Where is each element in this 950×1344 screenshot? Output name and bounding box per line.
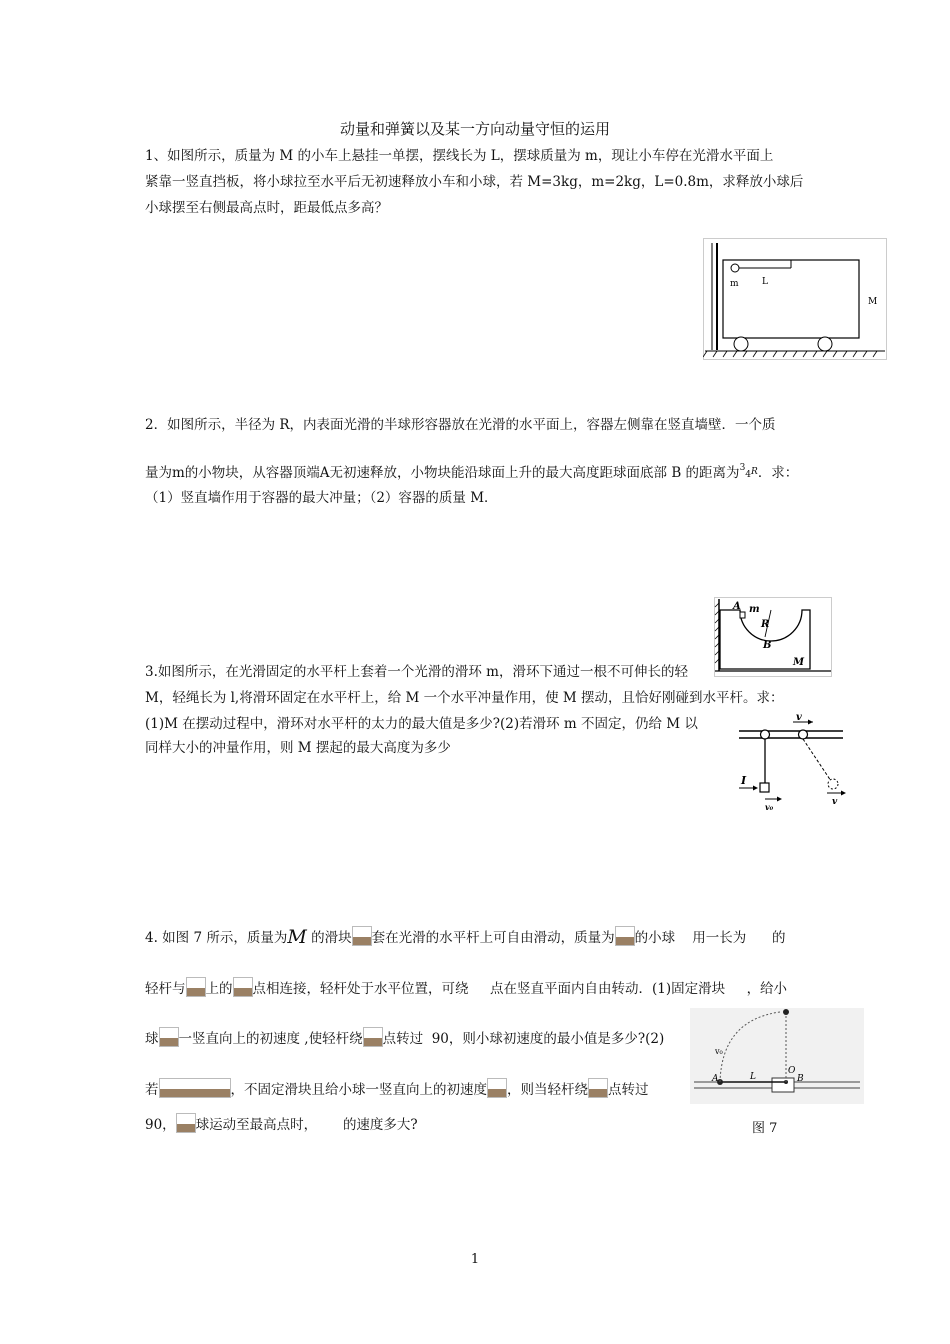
q4-l2d: 点在竖直平面内自由转动．(1)固定滑块 — [489, 981, 726, 997]
q4-l2b: 上的 — [205, 981, 233, 997]
q1-line2: 紧靠一竖直挡板，将小球拉至水平后无初速释放小车和小球，若 M=3kg，m=2kg，L=0.8m，求释放小球后 — [145, 174, 804, 190]
q4-l4a: 若 — [145, 1082, 159, 1098]
q4-l3b: 一竖直向上的初速度 ,使轻杆绕 — [178, 1031, 363, 1047]
q4-l3c: 点转过 — [382, 1031, 424, 1047]
q2-line3: （1）竖直墙作用于容器的最大冲量；（2）容器的质量 M． — [145, 490, 498, 506]
q4-line3 — [145, 1027, 664, 1049]
q4-l1b: 的滑块 — [311, 930, 352, 946]
q1-figure-cart-pendulum — [703, 238, 887, 360]
q2-label-R: R — [761, 619, 770, 630]
q3-figure-ring-rod — [731, 711, 847, 811]
q2-figure-hemisphere-container — [714, 597, 832, 677]
q3-line3: (1)M 在摆动过程中，滑环对水平杆的太力的最大值是多少?(2)若滑环 m 不固定，仍给 M 以 — [145, 716, 698, 732]
q4-label-A: A — [712, 1074, 719, 1084]
q2-frac-num: 3 — [739, 463, 746, 473]
q3-label-I: I — [741, 774, 747, 787]
q4-l4d: 点转过 — [608, 1082, 649, 1098]
q4-label-v0: v₀ — [715, 1047, 723, 1056]
page-number: 1 — [470, 1252, 480, 1267]
q4-mass-M: M — [287, 926, 307, 948]
q4-l5b: 球运动至最高点时， — [195, 1117, 318, 1133]
q2-label-M: M — [793, 657, 805, 668]
formula-image-placeholder — [159, 1078, 231, 1098]
q4-l4b: ，不固定滑块且给小球一竖直向上的初速度 — [230, 1082, 487, 1098]
q4-line2 — [145, 977, 787, 999]
q4-l3a: 球 — [145, 1031, 159, 1047]
q1-line1: 1、如图所示，质量为 M 的小车上悬挂一单摆，摆线长为 L，摆球质量为 m，现让小车停在光滑水平面上 — [145, 148, 774, 164]
formula-image-placeholder — [363, 1027, 383, 1047]
q4-l4c: ，则当轻杆绕 — [507, 1082, 588, 1098]
q2-label-m: m — [749, 604, 760, 615]
formula-image-placeholder — [159, 1027, 179, 1047]
q3-line4: 同样大小的冲量作用，则 M 摆起的最大高度为多少 — [145, 740, 451, 756]
q4-label-B: B — [797, 1074, 804, 1084]
q4-label-L: L — [750, 1072, 756, 1082]
formula-image-placeholder — [615, 926, 635, 946]
q4-l1d: 的小球 — [634, 930, 676, 946]
q2-line1: 2．如图所示，半径为 R，内表面光滑的半球形容器放在光滑的水平面上，容器左侧靠在竖直墙壁．一个质 — [145, 417, 776, 433]
q4-line4 — [145, 1078, 649, 1100]
q2-line2-end: ．求： — [757, 465, 799, 481]
formula-image-placeholder — [352, 926, 372, 946]
formula-image-placeholder — [487, 1078, 507, 1098]
q4-figure-caption: 图 7 — [752, 1121, 778, 1136]
q4-l1c: 套在光滑的水平杆上可自由滑动，质量为 — [371, 930, 615, 946]
q4-l1e: 用一长为 — [692, 930, 747, 946]
q4-label-O: O — [788, 1066, 796, 1076]
q2-label-B: B — [763, 640, 772, 651]
q3-label-v-top: v — [796, 712, 802, 723]
q3-line1: 3.如图所示，在光滑固定的水平杆上套着一个光滑的滑环 m，滑环下通过一根不可伸长的轻 — [145, 664, 688, 680]
q4-l2a: 轻杆与 — [145, 981, 186, 997]
q2-frac-den: 4 — [745, 470, 752, 480]
q3-line2: M，轻绳长为 l,将滑环固定在水平杆上，给 M 一个水平冲量作用，使 M 摆动，且恰好刚碰到水平杆。求： — [145, 690, 784, 706]
q3-label-v0: v₀ — [765, 802, 774, 811]
q4-l5c: 的速度多大? — [342, 1117, 418, 1133]
q2-label-A: A — [733, 601, 741, 612]
q2-line2 — [145, 458, 798, 485]
q4-l1f: 的 — [772, 930, 786, 946]
q4-line1 — [145, 926, 786, 948]
q3-label-v-right: v — [832, 797, 838, 807]
q4-figure-slider-rod — [690, 1008, 864, 1104]
formula-image-placeholder — [186, 977, 206, 997]
q1-line3: 小球摆至右侧最高点时，距最低点多高？ — [145, 200, 388, 216]
q4-l2c: 点相连接，轻杆处于水平位置，可绕 — [252, 981, 469, 997]
q4-line5 — [145, 1113, 418, 1135]
formula-image-placeholder — [588, 1078, 608, 1098]
q4-l5a: 90， — [145, 1117, 176, 1133]
page-title: 动量和弹簧以及某一方向动量守恒的运用 — [339, 120, 610, 138]
q1-label-L: L — [762, 277, 768, 287]
q2-frac-var: R — [751, 467, 758, 477]
formula-image-placeholder — [233, 977, 253, 997]
q4-l2e: ，给小 — [746, 981, 788, 997]
q1-label-m: m — [730, 279, 739, 289]
formula-image-placeholder — [176, 1113, 196, 1133]
q1-label-M: M — [868, 297, 878, 307]
q2-line2-text: 量为m的小物块，从容器顶端A无初速释放，小物块能沿球面上升的最大高度距球面底部 B 的距离为 — [145, 465, 740, 481]
q4-l1a: 4. 如图 7 所示，质量为 — [145, 930, 288, 946]
q4-l3d: 90，则小球初速度的最小值是多少?(2) — [431, 1031, 665, 1047]
